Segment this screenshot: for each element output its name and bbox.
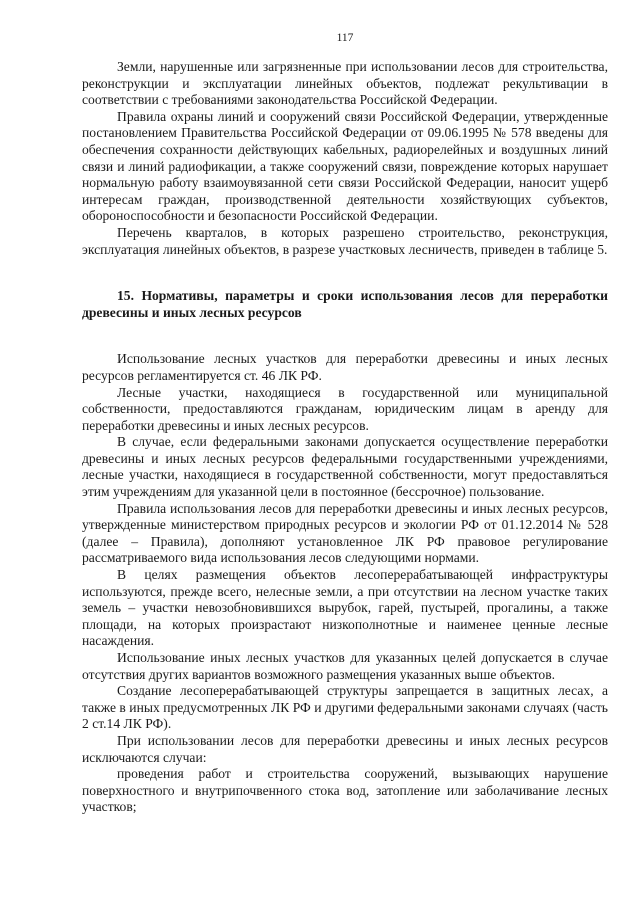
paragraph: В целях размещения объектов лесоперерабатывающей инфраструктуры используются, прежде всего, нелесные земли, а при отсутствии на лесном участке таких земель – участки невозобновившихся вырубок, гарей, пустырей, прогалины, а также площади, на которых произрастают низкополнотные и наименее ценные лесные насаждения. — [82, 567, 608, 649]
paragraph: При использовании лесов для переработки древесины и иных лесных ресурсов исключаются случаи: — [82, 732, 608, 765]
paragraph: Лесные участки, находящиеся в государственной или муниципальной собственности, предоставляются гражданам, юридическим лицам в аренду для переработки древесины и иных лесных ресурсов. — [82, 384, 608, 433]
paragraph: Использование лесных участков для переработки древесины и иных лесных ресурсов регламентируется ст. 46 ЛК РФ. — [82, 351, 608, 383]
paragraph: Создание лесоперерабатывающей структуры запрещается в защитных лесах, а также в иных предусмотренных ЛК РФ и другими федеральными законами случаях (часть 2 ст.14 ЛК РФ). — [82, 683, 608, 732]
page-content — [82, 59, 608, 816]
section-heading: 15. Нормативы, параметры и сроки использования лесов для переработки древесины и иных лесных ресурсов — [82, 288, 608, 320]
paragraph: проведения работ и строительства сооружений, вызывающих нарушение поверхностного и внутрипочвенного стока вод, затопление или заболачивание лесных участков; — [82, 766, 608, 815]
paragraph: Правила использования лесов для переработки древесины и иных лесных ресурсов, утвержденные министерством природных ресурсов и экологии РФ от 01.12.2014 № 528 (далее – Правила), дополняют установленное ЛК РФ правовое регулирование рассматриваемого вида использования лесов следующими нормами. — [82, 500, 608, 566]
page-number: 117 — [336, 32, 354, 44]
paragraph: Использование иных лесных участков для указанных целей допускается в случае отсутствия других вариантов возможного размещения указанных выше объектов. — [82, 650, 608, 682]
paragraph: В случае, если федеральными законами допускается осуществление переработки древесины и иных лесных ресурсов федеральными государственными учреждениями, лесные участки, находящиеся в государственной собственности, могут предоставляться этим учреждениям для указанной цели в постоянное (бессрочное) пользование. — [82, 434, 608, 500]
paragraph: Правила охраны линий и сооружений связи Российской Федерации, утвержденные постановлением Правительства Российской Федерации от 09.06.1995 № 578 введены для обеспечения сохранности действующих кабельных, радиорелейных и воздушных линий связи и линий радиофикации, а также сооружений связи, повреждение которых нарушает нормальную работу взаимоувязанной сети связи Российской Федерации, наносит ущерб интересам граждан, производственной деятельности хозяйствующих субъектов, обороноспособности и безопасности Российской Федерации. — [82, 108, 608, 224]
paragraph: Перечень кварталов, в которых разрешено строительство, реконструкция, эксплуатация линейных объектов, в разрезе участковых лесничеств, приведен в таблице 5. — [82, 224, 608, 257]
paragraph: Земли, нарушенные или загрязненные при использовании лесов для строительства, реконструкции и эксплуатации линейных объектов, подлежат рекультивации в соответствии с требованиями законодательства Российской Федерации. — [82, 59, 608, 108]
